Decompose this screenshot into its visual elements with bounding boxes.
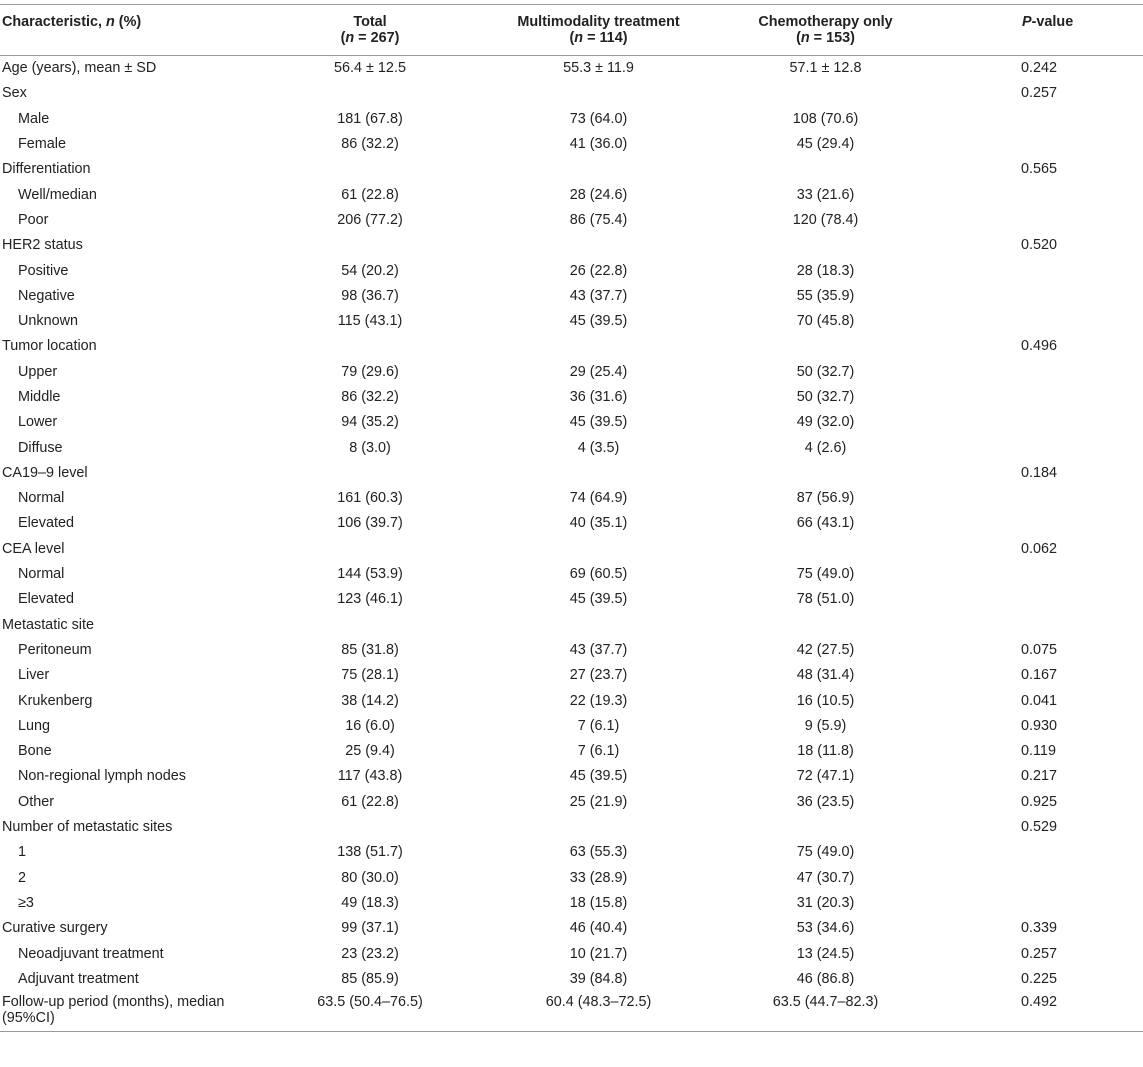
cell-p-value	[924, 131, 1143, 156]
row-label: Female	[18, 136, 66, 153]
cell-multimodality: 63 (55.3)	[569, 844, 628, 861]
cell-multimodality: 25 (21.9)	[569, 793, 628, 810]
cell-chemotherapy: 31 (20.3)	[796, 894, 855, 911]
cell-multimodality	[470, 233, 727, 258]
cell-p-value	[924, 435, 1143, 460]
table-row	[0, 587, 1143, 612]
cell-chemotherapy: 45 (29.4)	[796, 136, 855, 153]
row-label: Peritoneum	[18, 641, 92, 658]
row-label: Adjuvant treatment	[18, 970, 139, 987]
cell-total: 106 (39.7)	[337, 515, 403, 532]
cell-p-value: 0.529	[1021, 819, 1058, 836]
cell-p-value	[924, 587, 1143, 612]
cell-chemotherapy: 72 (47.1)	[796, 768, 855, 785]
cell-p-value	[924, 106, 1143, 131]
cell-multimodality: 7 (6.1)	[577, 717, 620, 734]
cell-chemotherapy: 50 (32.7)	[796, 363, 855, 380]
cell-total: 144 (53.9)	[337, 566, 403, 583]
cell-multimodality: 41 (36.0)	[569, 136, 628, 153]
cell-chemotherapy	[727, 334, 924, 359]
cell-p-value: 0.339	[1021, 920, 1058, 937]
cell-p-value	[924, 207, 1143, 232]
table-row	[0, 258, 1143, 283]
cell-total	[270, 612, 470, 637]
cell-total: 138 (51.7)	[337, 844, 403, 861]
cell-total: 49 (18.3)	[341, 894, 399, 911]
cell-total: 206 (77.2)	[337, 211, 403, 228]
table-row	[0, 840, 1143, 865]
cell-chemotherapy	[727, 81, 924, 106]
row-label: Liver	[18, 667, 50, 684]
table-row	[0, 511, 1143, 536]
cell-total: 63.5 (50.4–76.5)	[270, 991, 470, 1031]
table-row	[0, 764, 1143, 789]
cell-chemotherapy: 55 (35.9)	[796, 287, 855, 304]
cell-chemotherapy: 49 (32.0)	[796, 414, 855, 431]
cell-multimodality: 45 (39.5)	[569, 313, 628, 330]
row-label: Metastatic site	[2, 616, 94, 633]
cell-chemotherapy: 46 (86.8)	[796, 970, 855, 987]
cell-multimodality: 18 (15.8)	[569, 894, 628, 911]
table-row	[0, 359, 1143, 384]
table-row	[0, 410, 1143, 435]
row-label: Positive	[18, 262, 69, 279]
cell-multimodality: 69 (60.5)	[569, 566, 628, 583]
cell-multimodality: 45 (39.5)	[569, 591, 628, 608]
cell-p-value	[924, 258, 1143, 283]
cell-total: 8 (3.0)	[349, 439, 391, 456]
cell-total: 23 (23.2)	[341, 945, 399, 962]
row-label: Neoadjuvant treatment	[18, 945, 164, 962]
table-row	[0, 182, 1143, 207]
cell-multimodality: 45 (39.5)	[569, 768, 628, 785]
table-row	[0, 663, 1143, 688]
row-label: Lung	[18, 717, 51, 734]
cell-p-value	[924, 359, 1143, 384]
cell-p-value: 0.225	[1021, 970, 1058, 987]
cell-total: 99 (37.1)	[341, 920, 399, 937]
row-label: Normal	[18, 490, 65, 507]
table-row	[0, 334, 1143, 359]
cell-p-value	[924, 890, 1143, 915]
cell-total: 86 (32.2)	[341, 136, 399, 153]
row-label: Non-regional lymph nodes	[18, 768, 186, 785]
row-label: Krukenberg	[18, 692, 93, 709]
cell-p-value	[924, 865, 1143, 890]
cell-chemotherapy: 108 (70.6)	[792, 110, 859, 127]
table-row	[0, 865, 1143, 890]
row-label: Lower	[18, 414, 58, 431]
cell-p-value: 0.520	[1021, 237, 1058, 254]
cell-multimodality: 74 (64.9)	[569, 490, 628, 507]
cell-multimodality: 43 (37.7)	[569, 287, 628, 304]
cell-chemotherapy: 9 (5.9)	[804, 717, 847, 734]
table-row	[0, 106, 1143, 131]
cell-multimodality: 39 (84.8)	[569, 970, 628, 987]
cell-multimodality: 86 (75.4)	[569, 211, 628, 228]
cell-multimodality: 36 (31.6)	[569, 389, 628, 405]
row-label: Curative surgery	[2, 920, 108, 937]
table-row	[0, 435, 1143, 460]
table-row	[0, 789, 1143, 814]
cell-p-value	[924, 511, 1143, 536]
cell-p-value: 0.565	[1021, 161, 1058, 178]
row-label: HER2 status	[2, 237, 83, 254]
cell-p-value	[924, 283, 1143, 308]
cell-total	[270, 460, 470, 485]
cell-multimodality: 33 (28.9)	[569, 869, 628, 886]
cell-p-value	[924, 486, 1143, 511]
row-label: Sex	[2, 85, 27, 102]
cell-multimodality: 45 (39.5)	[569, 414, 628, 431]
cell-multimodality	[470, 460, 727, 485]
cell-chemotherapy: 4 (2.6)	[804, 439, 847, 456]
cell-p-value	[924, 308, 1143, 333]
row-label: Negative	[18, 287, 75, 304]
row-label: 1	[18, 844, 27, 861]
cell-p-value	[924, 182, 1143, 207]
row-label: Upper	[18, 363, 58, 380]
cell-total: 80 (30.0)	[341, 869, 399, 886]
cell-chemotherapy: 33 (21.6)	[796, 186, 855, 203]
row-label: Elevated	[18, 515, 75, 532]
cell-chemotherapy	[727, 157, 924, 182]
table-row	[0, 81, 1143, 106]
cell-total: 115 (43.1)	[337, 313, 403, 330]
table-row	[0, 157, 1143, 182]
table-row	[0, 486, 1143, 511]
header-row	[0, 5, 1143, 56]
row-label: Other	[18, 793, 54, 810]
cell-multimodality	[470, 157, 727, 182]
cell-total: 25 (9.4)	[345, 743, 395, 760]
cell-chemotherapy	[727, 536, 924, 561]
row-label: Differentiation	[2, 161, 91, 178]
cell-total: 161 (60.3)	[337, 490, 403, 507]
cell-total: 181 (67.8)	[337, 110, 403, 127]
table-row	[0, 688, 1143, 713]
cell-chemotherapy: 18 (11.8)	[797, 743, 854, 760]
cell-p-value: 0.041	[1021, 692, 1058, 709]
table-row	[0, 966, 1143, 991]
cell-p-value: 0.242	[1021, 60, 1058, 77]
cell-chemotherapy: 50 (32.7)	[796, 389, 855, 405]
cell-p-value: 0.184	[1021, 464, 1058, 481]
cell-total: 86 (32.2)	[341, 389, 399, 405]
row-label: Follow-up period (months), median (95%CI)	[0, 991, 270, 1031]
cell-total: 54 (20.2)	[341, 262, 399, 279]
cell-p-value: 0.257	[1021, 85, 1058, 102]
cell-p-value	[924, 384, 1143, 409]
table-row	[0, 637, 1143, 662]
cell-total	[270, 81, 470, 106]
cell-total: 79 (29.6)	[341, 363, 399, 380]
cell-multimodality	[470, 334, 727, 359]
row-label: Male	[18, 110, 50, 127]
table-row	[0, 941, 1143, 966]
cell-multimodality: 29 (25.4)	[569, 363, 628, 380]
row-label: CEA level	[2, 540, 65, 557]
cell-chemotherapy: 78 (51.0)	[796, 591, 855, 608]
cell-p-value: 0.217	[1021, 768, 1058, 785]
cell-total: 16 (6.0)	[345, 717, 395, 734]
cell-p-value: 0.257	[1021, 945, 1058, 962]
cell-multimodality: 27 (23.7)	[569, 667, 628, 684]
cell-multimodality: 43 (37.7)	[569, 641, 628, 658]
cell-chemotherapy: 87 (56.9)	[796, 490, 855, 507]
header-multimodality: Multimodality treatment (n = 114)	[470, 5, 727, 56]
header-p-value: P-value	[924, 5, 1143, 56]
table-row	[0, 233, 1143, 258]
row-label: Elevated	[18, 591, 75, 608]
cell-total: 117 (43.8)	[337, 768, 403, 785]
header-total: Total (n = 267)	[270, 5, 470, 56]
table-row	[0, 991, 1143, 1031]
table-row	[0, 384, 1143, 409]
cell-chemotherapy: 42 (27.5)	[796, 641, 855, 658]
baseline-characteristics-table	[0, 4, 1143, 1032]
cell-p-value	[924, 561, 1143, 586]
cell-chemotherapy: 36 (23.5)	[796, 793, 855, 810]
cell-chemotherapy: 57.1 ± 12.8	[789, 60, 862, 77]
table-row	[0, 131, 1143, 156]
cell-p-value	[924, 410, 1143, 435]
cell-p-value: 0.167	[1021, 667, 1058, 684]
cell-total: 85 (31.8)	[341, 641, 399, 658]
cell-chemotherapy: 75 (49.0)	[796, 844, 855, 861]
cell-chemotherapy: 66 (43.1)	[796, 515, 855, 532]
cell-total	[270, 536, 470, 561]
row-label: ≥3	[18, 894, 34, 911]
table-row	[0, 308, 1143, 333]
table-row	[0, 814, 1143, 839]
row-label: Well/median	[18, 186, 97, 203]
cell-p-value: 0.119	[1021, 743, 1056, 760]
table-row	[0, 713, 1143, 738]
table-row	[0, 536, 1143, 561]
cell-chemotherapy: 47 (30.7)	[796, 869, 855, 886]
cell-chemotherapy: 28 (18.3)	[796, 262, 855, 279]
cell-total: 85 (85.9)	[341, 970, 399, 987]
cell-total	[270, 334, 470, 359]
cell-multimodality	[470, 81, 727, 106]
cell-total: 75 (28.1)	[341, 667, 399, 684]
cell-total: 56.4 ± 12.5	[334, 60, 406, 77]
cell-total	[270, 233, 470, 258]
row-label: 2	[18, 869, 27, 886]
cell-chemotherapy	[727, 612, 924, 637]
cell-chemotherapy	[727, 814, 924, 839]
header-chemotherapy: Chemotherapy only (n = 153)	[727, 5, 924, 56]
cell-p-value: 0.492	[924, 991, 1143, 1031]
cell-total	[270, 814, 470, 839]
cell-chemotherapy: 75 (49.0)	[796, 566, 855, 583]
cell-chemotherapy: 13 (24.5)	[796, 945, 855, 962]
cell-multimodality	[470, 536, 727, 561]
cell-chemotherapy	[727, 460, 924, 485]
row-label: CA19–9 level	[2, 464, 88, 481]
cell-total	[270, 157, 470, 182]
table-row	[0, 283, 1143, 308]
row-label: Age (years), mean ± SD	[2, 60, 157, 77]
cell-multimodality: 28 (24.6)	[569, 186, 628, 203]
cell-multimodality: 46 (40.4)	[569, 920, 628, 937]
cell-multimodality: 26 (22.8)	[569, 262, 628, 279]
cell-total: 61 (22.8)	[341, 186, 399, 203]
cell-multimodality: 60.4 (48.3–72.5)	[470, 991, 727, 1031]
table-row	[0, 207, 1143, 232]
table-header	[0, 5, 1143, 56]
header-characteristic: Characteristic, n (%)	[0, 5, 270, 56]
cell-multimodality: 4 (3.5)	[577, 439, 620, 456]
cell-p-value: 0.496	[1021, 338, 1058, 355]
cell-total: 61 (22.8)	[341, 793, 399, 810]
row-label: Number of metastatic sites	[2, 819, 173, 836]
row-label: Poor	[18, 211, 49, 228]
cell-chemotherapy: 70 (45.8)	[796, 313, 855, 330]
cell-multimodality: 55.3 ± 11.9	[563, 60, 634, 77]
cell-multimodality: 10 (21.7)	[569, 945, 628, 962]
row-label: Bone	[18, 743, 52, 760]
cell-multimodality: 7 (6.1)	[577, 743, 620, 760]
table-row	[0, 56, 1143, 81]
cell-total: 123 (46.1)	[337, 591, 403, 608]
cell-chemotherapy: 63.5 (44.7–82.3)	[727, 991, 924, 1031]
cell-chemotherapy	[727, 233, 924, 258]
row-label: Middle	[18, 389, 61, 405]
cell-p-value	[924, 840, 1143, 865]
row-label: Tumor location	[2, 338, 97, 355]
table-row	[0, 460, 1143, 485]
cell-multimodality: 22 (19.3)	[569, 692, 628, 709]
cell-total: 38 (14.2)	[341, 692, 399, 709]
table-row	[0, 561, 1143, 586]
table-row	[0, 612, 1143, 637]
table-row	[0, 890, 1143, 915]
cell-multimodality	[470, 814, 727, 839]
cell-chemotherapy: 120 (78.4)	[792, 211, 859, 228]
cell-chemotherapy: 53 (34.6)	[796, 920, 855, 937]
cell-p-value: 0.075	[1021, 641, 1058, 658]
cell-chemotherapy: 48 (31.4)	[796, 667, 855, 684]
row-label: Unknown	[18, 313, 78, 330]
cell-p-value: 0.062	[1021, 540, 1058, 557]
row-label: Diffuse	[18, 439, 63, 456]
row-label: Normal	[18, 566, 65, 583]
cell-total: 98 (36.7)	[341, 287, 399, 304]
table-row	[0, 739, 1143, 764]
cell-multimodality	[470, 612, 727, 637]
cell-p-value: 0.930	[1021, 717, 1058, 734]
cell-chemotherapy: 16 (10.5)	[796, 692, 855, 709]
cell-total: 94 (35.2)	[341, 414, 399, 431]
cell-p-value	[924, 612, 1143, 637]
cell-multimodality: 40 (35.1)	[569, 515, 628, 532]
table-row	[0, 916, 1143, 941]
cell-multimodality: 73 (64.0)	[569, 110, 628, 127]
cell-p-value: 0.925	[1021, 793, 1058, 810]
table-body	[0, 56, 1143, 1032]
